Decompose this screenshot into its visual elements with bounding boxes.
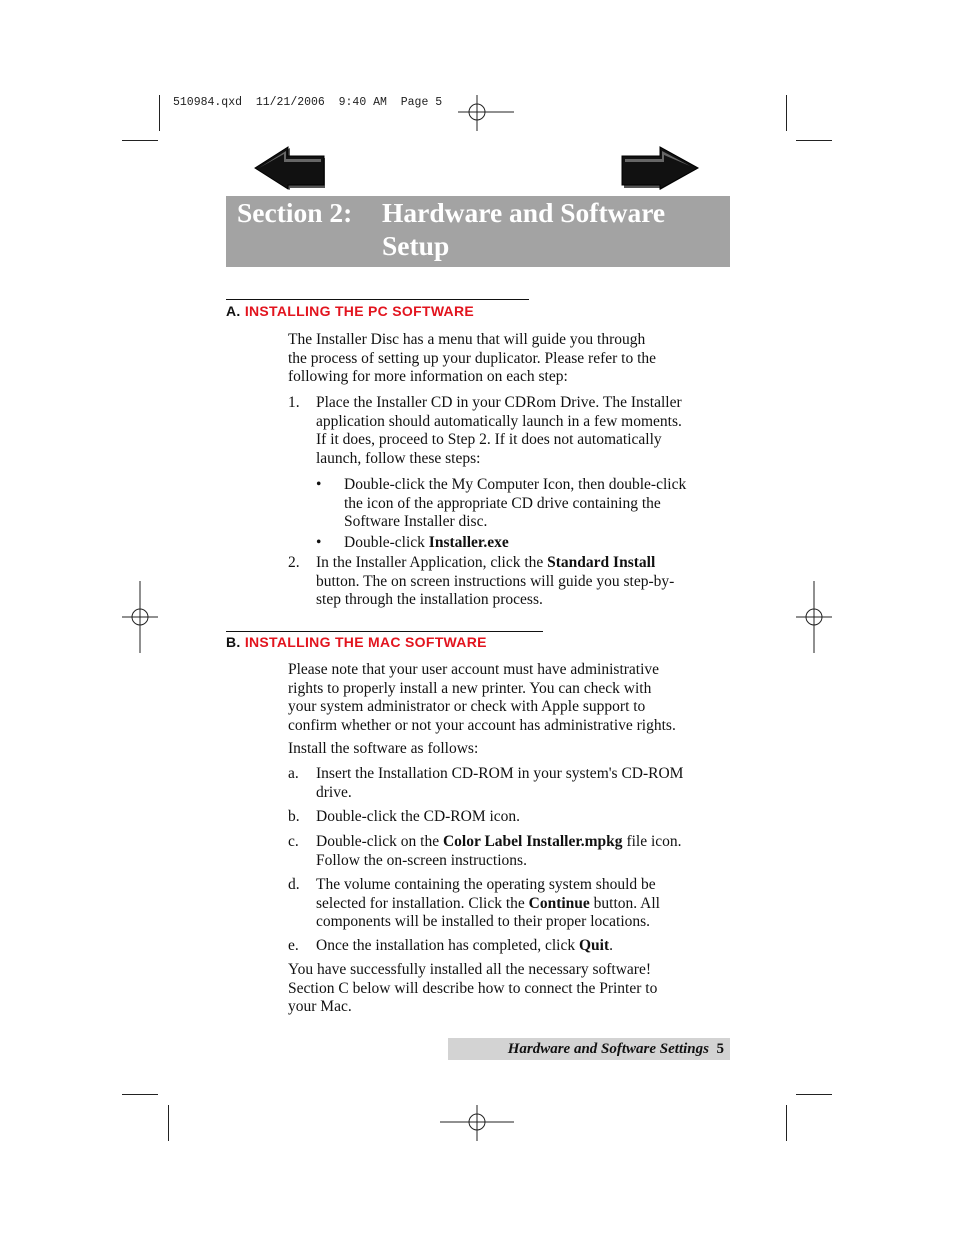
- text-line: The Installer Disc has a menu that will guide you through: [288, 331, 646, 348]
- bullet-text: [344, 534, 509, 553]
- text-run: selected for installation. Click the: [316, 894, 529, 912]
- section-b-heading: [226, 634, 487, 650]
- step-text: [316, 554, 674, 610]
- text-line: step through the installation process.: [316, 591, 543, 608]
- text-line: Section C below will describe how to connect the Printer to: [288, 979, 658, 997]
- text-line: Please note that your user account must have administrative: [288, 661, 660, 678]
- section-title-line: Setup: [382, 230, 450, 261]
- text-line: application should automatically launch in a few moments.: [316, 412, 682, 430]
- bullet-text: [344, 476, 686, 532]
- text-line: drive.: [316, 783, 352, 801]
- bullet-icon: •: [316, 534, 322, 551]
- step-number: a.: [288, 765, 299, 782]
- printer-slug: 510984.qxd 11/21/2006 9:40 AM Page 5: [173, 96, 443, 109]
- registration-mark-icon: [440, 1105, 514, 1141]
- step-number: 1.: [288, 394, 300, 411]
- text-run: button. All: [589, 894, 660, 912]
- text-line: launch, follow these steps:: [316, 449, 481, 467]
- section-number: Section 2:: [237, 197, 353, 228]
- install-line: Install the software as follows:: [288, 740, 479, 757]
- page-number: 5: [716, 1041, 724, 1057]
- section-rule: [226, 631, 543, 632]
- text-line: You have successfully installed all the necessary software!: [288, 961, 652, 978]
- step-number: d.: [288, 876, 300, 893]
- step-text: Double-click the CD-ROM icon.: [316, 808, 521, 825]
- text-line: Place the Installer CD in your CDRom Drive. The Installer: [316, 394, 682, 411]
- text-run: Double-click on the: [316, 833, 443, 850]
- button-name: Quit: [579, 937, 610, 954]
- left-arrow-icon[interactable]: [254, 146, 328, 192]
- step-number: 2.: [288, 554, 300, 571]
- section-title-line: Hardware and Software: [382, 197, 666, 228]
- step-number: c.: [288, 833, 299, 850]
- crop-mark: [122, 1094, 158, 1095]
- text-line: Follow the on-screen instructions.: [316, 851, 527, 869]
- footer-label: Hardware and Software Settings: [507, 1041, 709, 1057]
- step-number: e.: [288, 937, 299, 954]
- section-title: [382, 196, 665, 262]
- step-text: [316, 833, 682, 870]
- text-line: Double-click the My Computer Icon, then double-click: [344, 476, 687, 493]
- step-text: [316, 876, 660, 932]
- text-run: file icon.: [622, 833, 682, 850]
- text-line: [316, 895, 660, 914]
- step-text: [316, 765, 683, 802]
- filename: Installer.exe: [428, 534, 509, 551]
- text-line: [316, 554, 674, 573]
- section-heading-text: INSTALLING THE PC SOFTWARE: [244, 303, 475, 319]
- text-run: .: [609, 937, 614, 954]
- step-number: b.: [288, 808, 300, 825]
- footer: [448, 1038, 724, 1060]
- registration-mark-icon: [458, 95, 514, 131]
- text-line: the process of setting up your duplicator. Please refer to the: [288, 349, 657, 367]
- registration-mark-icon: [122, 581, 158, 653]
- crop-mark: [122, 140, 158, 141]
- section-a-intro: [288, 331, 656, 387]
- text-line: the icon of the appropriate CD drive containing the: [344, 494, 661, 512]
- section-letter: A.: [226, 303, 241, 319]
- text-line: If it does, proceed to Step 2. If it does not automatically: [316, 431, 662, 448]
- section-letter: B.: [226, 634, 241, 650]
- section-b-intro: [288, 661, 676, 735]
- crop-mark: [786, 95, 787, 131]
- section-heading-text: INSTALLING THE MAC SOFTWARE: [244, 634, 487, 650]
- section-rule: [226, 299, 529, 300]
- crop-mark: [796, 140, 832, 141]
- text-run: Once the installation has completed, click: [316, 937, 579, 954]
- text-line: your Mac.: [288, 998, 352, 1015]
- crop-mark: [168, 1105, 169, 1141]
- button-name: Standard Install: [547, 554, 656, 571]
- section-a-heading: [226, 303, 474, 319]
- text-line: components will be installed to their proper locations.: [316, 913, 651, 930]
- step-text: [316, 394, 682, 468]
- right-arrow-icon[interactable]: [620, 146, 700, 192]
- registration-mark-icon: [796, 581, 832, 653]
- text-run: In the Installer Application, click the: [316, 554, 548, 571]
- text-line: The volume containing the operating system should be: [316, 876, 656, 893]
- text-line: following for more information on each step:: [288, 368, 568, 385]
- button-name: Continue: [528, 894, 590, 912]
- crop-mark: [159, 95, 160, 131]
- crop-mark: [786, 1105, 787, 1141]
- text-line: Insert the Installation CD-ROM in your system's CD-ROM: [316, 765, 684, 782]
- text-line: rights to properly install a new printer. You can check with: [288, 679, 652, 697]
- text-line: button. The on screen instructions will guide you step-by-: [316, 572, 675, 590]
- crop-mark: [796, 1094, 832, 1095]
- text-line: confirm whether or not your account has administrative rights.: [288, 716, 676, 734]
- text-line: your system administrator or check with Apple support to: [288, 698, 646, 715]
- section-b-outro: [288, 961, 657, 1017]
- text-line: [316, 833, 682, 852]
- text-run: Double-click: [344, 534, 429, 551]
- text-line: Software Installer disc.: [344, 513, 488, 530]
- bullet-icon: •: [316, 476, 322, 493]
- step-text: [316, 937, 613, 956]
- filename: Color Label Installer.mpkg: [442, 833, 623, 850]
